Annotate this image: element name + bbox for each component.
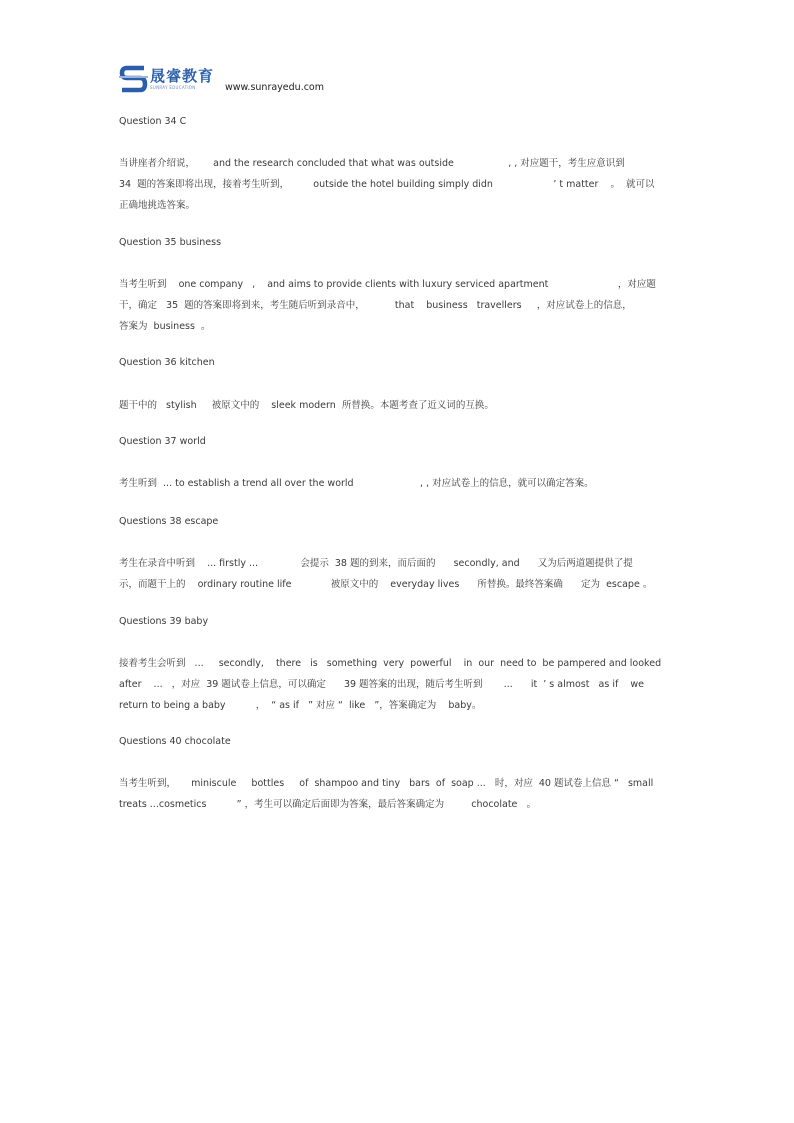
logo-text: 晟睿教育: [150, 67, 215, 85]
sunray-logo-icon: [119, 64, 148, 94]
explanation-line: 示，而题干上的 ordinary routine life 被原文中的 everyday lives 所替换。最终答案确 定为 escape 。: [119, 579, 653, 590]
explanation-line: 干，确定 35 题的答案即将到来，考生随后听到录音中， that business travellers ，对应试卷上的信息，: [119, 300, 632, 311]
explanation-line: 当讲座者介绍说， and the research concluded that what was outside , , 对应题干，考生应意识到: [119, 158, 625, 169]
question-title: Question 34 C: [119, 116, 187, 127]
explanation-line: 题干中的 stylish 被原文中的 sleek modern 所替换。本题考查了近义词的互换。: [119, 400, 494, 411]
explanation-line: 正确地挑选答案。: [119, 200, 196, 211]
question-title: Questions 40 chocolate: [119, 736, 231, 747]
explanation-line: 考生听到 ... to establish a trend all over the world , , 对应试卷上的信息，就可以确定答案。: [119, 478, 594, 489]
question-title: Questions 39 baby: [119, 616, 209, 627]
explanation-line: 答案为 business 。: [119, 321, 211, 332]
site-url[interactable]: www.sunrayedu.com: [225, 82, 325, 93]
explanation-line: 接着考生会听到 ... secondly, there is something very powerful in our need to be pampered and looked: [119, 658, 662, 669]
explanation-line: return to being a baby ， “ as if ” 对应 “ like ”，答案确定为 baby。: [119, 700, 482, 711]
question-title: Questions 38 escape: [119, 516, 219, 527]
logo-subtitle: SUNRAY EDUCATION: [150, 85, 196, 90]
question-title: Question 37 world: [119, 436, 206, 447]
explanation-line: treats ...cosmetics ” ，考生可以确定后面即为答案，最后答案确定为 chocolate 。: [119, 799, 536, 810]
question-title: Question 36 kitchen: [119, 357, 215, 368]
explanation-line: after ... ，对应 39 题试卷上信息，可以确定 39 题答案的出现，随后考生听到 ... it ’ s almost as if we: [119, 679, 645, 690]
explanation-line: 考生在录音中听到 ... firstly ... 会提示 38 题的到来，而后面的 secondly, and 又为后两道题提供了提: [119, 558, 633, 569]
explanation-line: 当考生听到， miniscule bottles of shampoo and tiny bars of soap ... 时，对应 40 题试卷上信息 “ small: [119, 778, 654, 789]
explanation-line: 34 题的答案即将出现，接着考生听到， outside the hotel building simply didn ’ t matter 。 就可以: [119, 179, 655, 190]
explanation-line: 当考生听到 one company , and aims to provide clients with luxury serviced apartment ，对应题: [119, 279, 656, 290]
page-header: [119, 64, 419, 96]
question-title: Question 35 business: [119, 237, 222, 248]
